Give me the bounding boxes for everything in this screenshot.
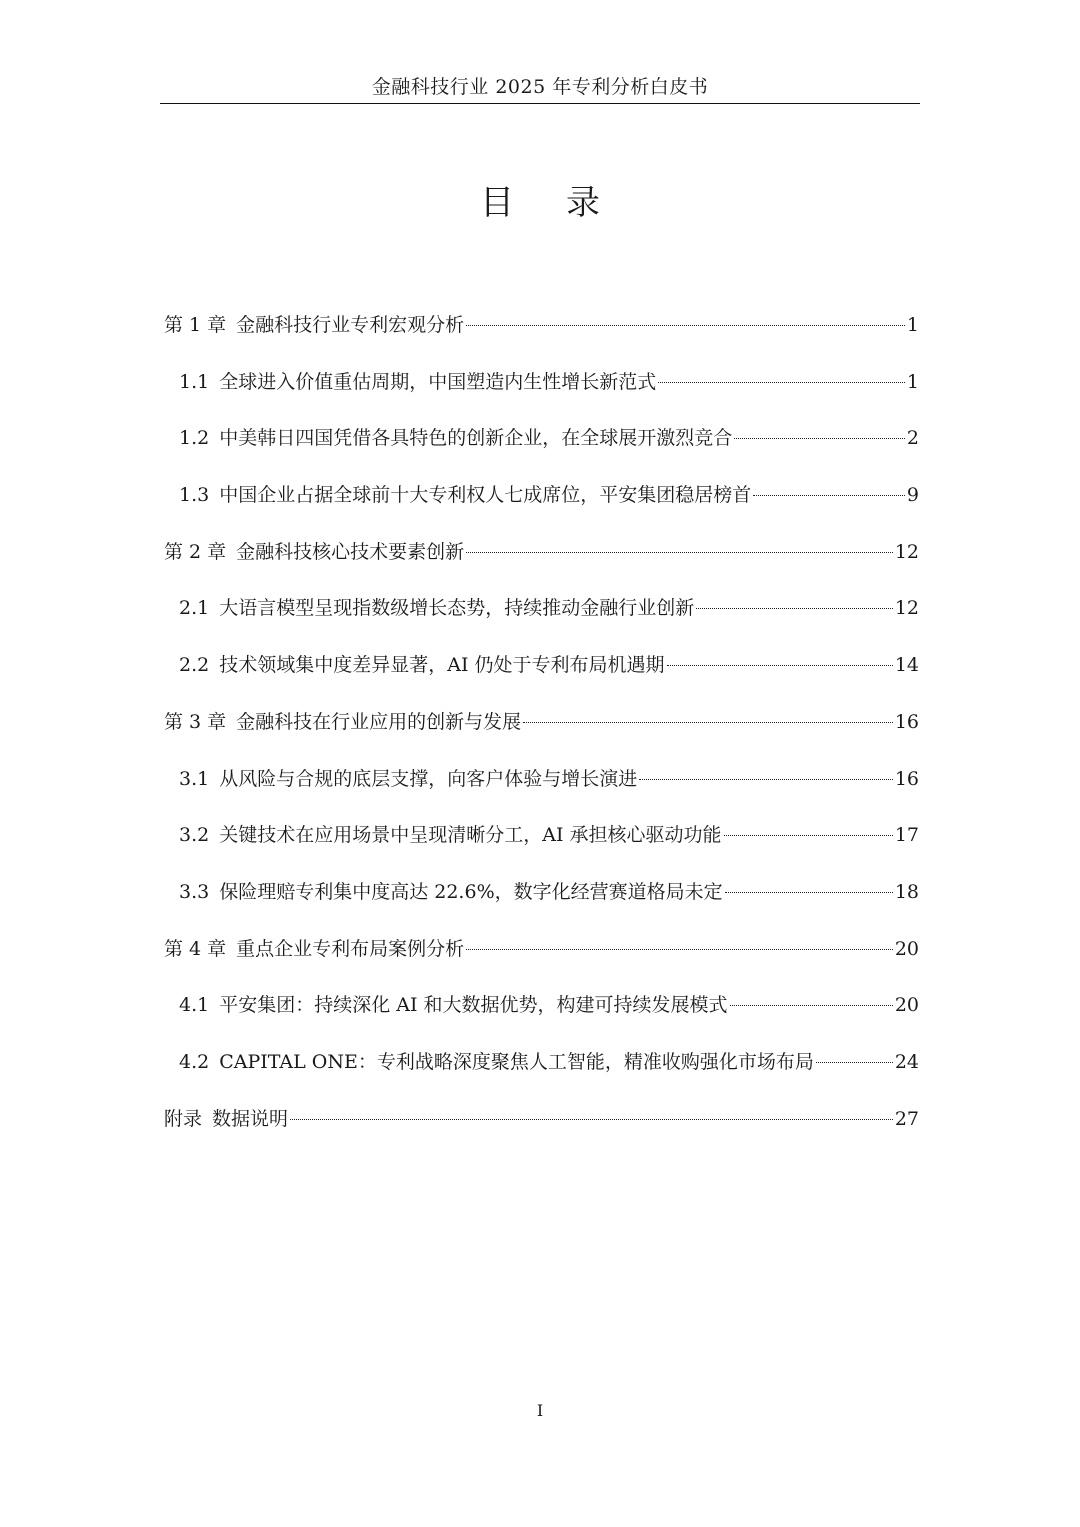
toc-entry-page: 1 xyxy=(906,370,919,393)
toc-entry-number: 第 4 章 xyxy=(164,937,227,960)
toc-title: 目录 xyxy=(480,183,652,223)
toc-dot-leader xyxy=(725,892,893,893)
toc-dot-leader xyxy=(730,1005,893,1006)
toc-dot-leader xyxy=(734,438,905,439)
toc-entry-page: 1 xyxy=(906,314,919,336)
toc-entry-page: 27 xyxy=(894,1107,919,1130)
toc-entry-number: 4.1 xyxy=(179,994,210,1017)
toc-dot-leader xyxy=(667,665,893,666)
toc-entry-number: 第 2 章 xyxy=(164,540,227,563)
toc-entry-page: 9 xyxy=(906,484,919,507)
toc-entry-number: 2.1 xyxy=(179,597,210,620)
toc-entry-number: 1.1 xyxy=(179,370,210,393)
toc-entry-title: 技术领域集中度差异显著，AI 仍处于专利布局机遇期 xyxy=(219,654,665,677)
toc-chapter-entry[interactable] xyxy=(164,1099,919,1156)
toc-entry-title: 金融科技行业专利宏观分析 xyxy=(236,314,465,336)
toc-entry-title: 大语言模型呈现指数级增长态势，持续推动金融行业创新 xyxy=(219,597,695,620)
toc-dot-leader xyxy=(696,608,893,609)
toc-entry-page: 20 xyxy=(894,994,919,1017)
toc-entry-title: 中美韩日四国凭借各具特色的创新企业，在全球展开激烈竞合 xyxy=(219,427,733,450)
header-rule xyxy=(160,103,920,104)
toc-entry-page: 12 xyxy=(894,597,919,620)
toc-section-entry[interactable] xyxy=(164,588,919,645)
toc-section-entry[interactable] xyxy=(164,985,919,1042)
toc-dot-leader xyxy=(466,949,893,950)
table-of-contents xyxy=(164,305,919,1155)
toc-dot-leader xyxy=(753,495,905,496)
toc-entry-page: 14 xyxy=(894,654,919,677)
toc-dot-leader xyxy=(466,325,905,326)
toc-chapter-entry[interactable] xyxy=(164,702,919,759)
toc-dot-leader xyxy=(523,722,893,723)
toc-entry-page: 24 xyxy=(894,1050,919,1073)
toc-entry-number: 1.2 xyxy=(179,427,210,450)
toc-chapter-entry[interactable] xyxy=(164,532,919,589)
toc-dot-leader xyxy=(639,779,893,780)
toc-section-entry[interactable] xyxy=(164,645,919,702)
toc-entry-title: 金融科技在行业应用的创新与发展 xyxy=(236,710,522,733)
toc-entry-title: 保险理赔专利集中度高达 22.6%，数字化经营赛道格局未定 xyxy=(219,880,723,903)
toc-entry-number: 3.2 xyxy=(179,824,210,847)
toc-entry-title: 全球进入价值重估周期，中国塑造内生性增长新范式 xyxy=(219,370,657,393)
toc-dot-leader xyxy=(816,1062,893,1063)
toc-entry-page: 17 xyxy=(894,824,919,847)
toc-dot-leader xyxy=(724,835,893,836)
toc-section-entry[interactable] xyxy=(164,1042,919,1099)
toc-section-entry[interactable] xyxy=(164,872,919,929)
toc-section-entry[interactable] xyxy=(164,418,919,475)
toc-dot-leader xyxy=(466,552,893,553)
toc-entry-page: 12 xyxy=(894,540,919,563)
toc-entry-title: CAPITAL ONE：专利战略深度聚焦人工智能，精准收购强化市场布局 xyxy=(219,1050,814,1073)
toc-entry-page: 2 xyxy=(906,427,919,450)
toc-entry-page: 18 xyxy=(894,880,919,903)
toc-section-entry[interactable] xyxy=(164,475,919,532)
toc-entry-number: 第 3 章 xyxy=(164,710,227,733)
toc-entry-number: 3.3 xyxy=(179,880,210,903)
running-header: 金融科技行业 2025 年专利分析白皮书 xyxy=(371,76,709,98)
toc-entry-page: 20 xyxy=(894,937,919,960)
toc-entry-number: 附录 xyxy=(164,1107,203,1130)
toc-entry-title: 平安集团：持续深化 AI 和大数据优势，构建可持续发展模式 xyxy=(219,994,728,1017)
toc-section-entry[interactable] xyxy=(164,362,919,419)
toc-dot-leader xyxy=(658,382,905,383)
toc-entry-page: 16 xyxy=(894,767,919,790)
toc-entry-number: 第 1 章 xyxy=(164,314,227,336)
toc-dot-leader xyxy=(290,1119,893,1120)
toc-section-entry[interactable] xyxy=(164,759,919,816)
toc-chapter-entry[interactable] xyxy=(164,305,919,362)
toc-entry-title: 从风险与合规的底层支撑，向客户体验与增长演进 xyxy=(219,767,638,790)
toc-entry-title: 关键技术在应用场景中呈现清晰分工，AI 承担核心驱动功能 xyxy=(219,824,722,847)
toc-entry-number: 3.1 xyxy=(179,767,210,790)
toc-chapter-entry[interactable] xyxy=(164,929,919,986)
toc-entry-page: 16 xyxy=(894,710,919,733)
toc-entry-number: 1.3 xyxy=(179,484,210,507)
toc-entry-title: 重点企业专利布局案例分析 xyxy=(236,937,465,960)
toc-entry-title: 金融科技核心技术要素创新 xyxy=(236,540,465,563)
toc-entry-title: 数据说明 xyxy=(212,1107,289,1130)
toc-entry-number: 4.2 xyxy=(179,1050,210,1073)
toc-entry-number: 2.2 xyxy=(179,654,210,677)
page-number: I xyxy=(536,1401,544,1420)
toc-entry-title: 中国企业占据全球前十大专利权人七成席位，平安集团稳居榜首 xyxy=(219,484,752,507)
toc-section-entry[interactable] xyxy=(164,815,919,872)
